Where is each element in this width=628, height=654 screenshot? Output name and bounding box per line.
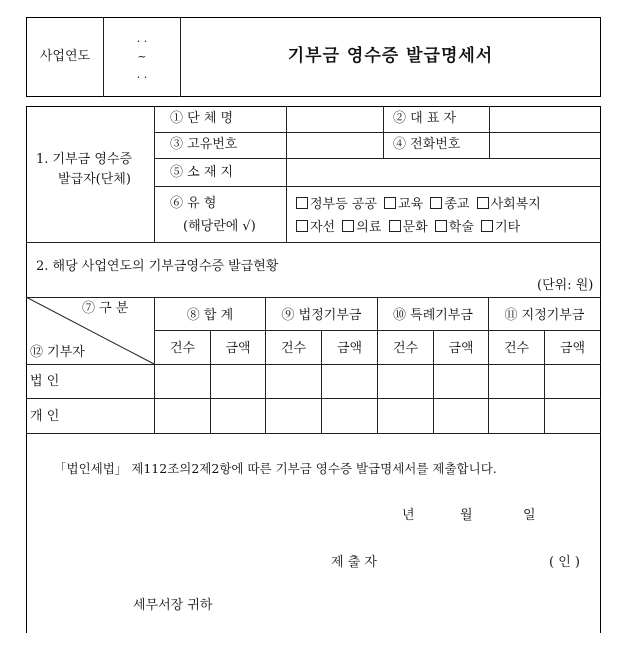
field-address-label: ⑤ 소 재 지 — [170, 165, 234, 180]
s1-mid-divider — [383, 106, 384, 159]
form-title: 기부금 영수증 발급명세서 — [287, 46, 494, 66]
type-options-row2 — [296, 220, 520, 234]
type-options-row1 — [296, 197, 541, 211]
s2-row1-bottom — [26, 398, 601, 399]
sub-count-4: 건수 — [503, 341, 530, 356]
field-id-number-label: ③ 고유번호 — [170, 137, 238, 152]
type-medical: 의료 — [356, 220, 382, 235]
col-class-label: ⑦ 구 분 — [82, 301, 129, 316]
checkbox-education[interactable] — [384, 197, 396, 209]
type-academic: 학술 — [448, 220, 474, 235]
seal-mark: ( 인 ) — [549, 555, 580, 570]
s2-row2-bottom — [26, 433, 601, 434]
submitter-label: 제 출 자 — [331, 555, 377, 570]
representative-input[interactable] — [490, 107, 600, 132]
checkbox-culture[interactable] — [389, 220, 401, 232]
s2-title: 2. 해당 사업연도의 기부금영수증 발급현황 — [36, 259, 279, 274]
type-education: 교육 — [398, 197, 424, 212]
field-phone-label: ④ 전화번호 — [393, 137, 461, 152]
field-org-name-label: ① 단 체 명 — [170, 111, 234, 126]
addressee: 세무서장 귀하 — [133, 598, 213, 613]
date-year: 년 — [402, 508, 415, 523]
col-special: ⑩ 특례기부금 — [393, 308, 473, 323]
main-right-border — [600, 106, 601, 633]
year-range-marks: . . ~ . . — [136, 32, 148, 81]
checkbox-public[interactable] — [296, 197, 308, 209]
header-top-border — [26, 17, 601, 18]
type-religion: 종교 — [444, 197, 470, 212]
col-donor-label: ⑫ 기부자 — [30, 345, 85, 360]
field-type-hint: (해당란에 √) — [183, 219, 256, 234]
col-total: ⑧ 합 계 — [186, 308, 234, 323]
sub-count-2: 건수 — [280, 341, 307, 356]
sub-amount-4: 금액 — [559, 341, 586, 356]
s1-label-line1: 1. 기부금 영수증 — [36, 152, 133, 167]
checkbox-other[interactable] — [481, 220, 493, 232]
checkbox-academic[interactable] — [435, 220, 447, 232]
type-charity: 자선 — [310, 220, 336, 235]
sub-amount-2: 금액 — [336, 341, 363, 356]
checkbox-charity[interactable] — [296, 220, 308, 232]
s1-row-line-3 — [154, 186, 600, 187]
sub-count-1: 건수 — [169, 341, 196, 356]
checkbox-welfare[interactable] — [477, 197, 489, 209]
field-representative-label: ② 대 표 자 — [393, 111, 457, 126]
checkbox-religion[interactable] — [430, 197, 442, 209]
checkbox-medical[interactable] — [342, 220, 354, 232]
type-public: 정부등 공공 — [310, 197, 377, 212]
s2-unit: (단위: 원) — [537, 278, 594, 293]
sub-amount-1: 금액 — [225, 341, 251, 356]
submission-statement: 「법인세법」 제112조의2제2항에 따른 기부금 영수증 발급명세서를 제출합니다. — [54, 461, 497, 476]
date-month: 월 — [460, 508, 473, 523]
s1-bottom-line — [26, 242, 601, 243]
address-input[interactable] — [287, 159, 600, 186]
row-individual: 개 인 — [30, 409, 60, 424]
phone-input[interactable] — [490, 133, 600, 158]
year-label: 사업연도 — [39, 49, 91, 64]
row-corporation: 법 인 — [30, 374, 60, 389]
date-day: 일 — [523, 508, 536, 523]
type-other: 기타 — [495, 220, 521, 235]
type-culture: 문화 — [402, 220, 428, 235]
main-left-border — [26, 106, 27, 633]
header-right-border — [600, 17, 601, 97]
type-welfare: 사회복지 — [490, 197, 541, 212]
sub-count-3: 건수 — [392, 341, 419, 356]
header-bottom-border — [26, 96, 601, 97]
sub-amount-3: 금액 — [448, 341, 474, 356]
s1-label-divider — [154, 106, 155, 242]
col-statutory: ⑨ 법정기부금 — [281, 308, 362, 323]
s1-label-line2: 발급자(단체) — [58, 172, 131, 187]
field-type-label: ⑥ 유 형 — [170, 196, 217, 211]
org-name-input[interactable] — [287, 107, 383, 132]
col-designated: ⑪ 지정기부금 — [504, 308, 585, 323]
id-number-input[interactable] — [287, 133, 383, 158]
